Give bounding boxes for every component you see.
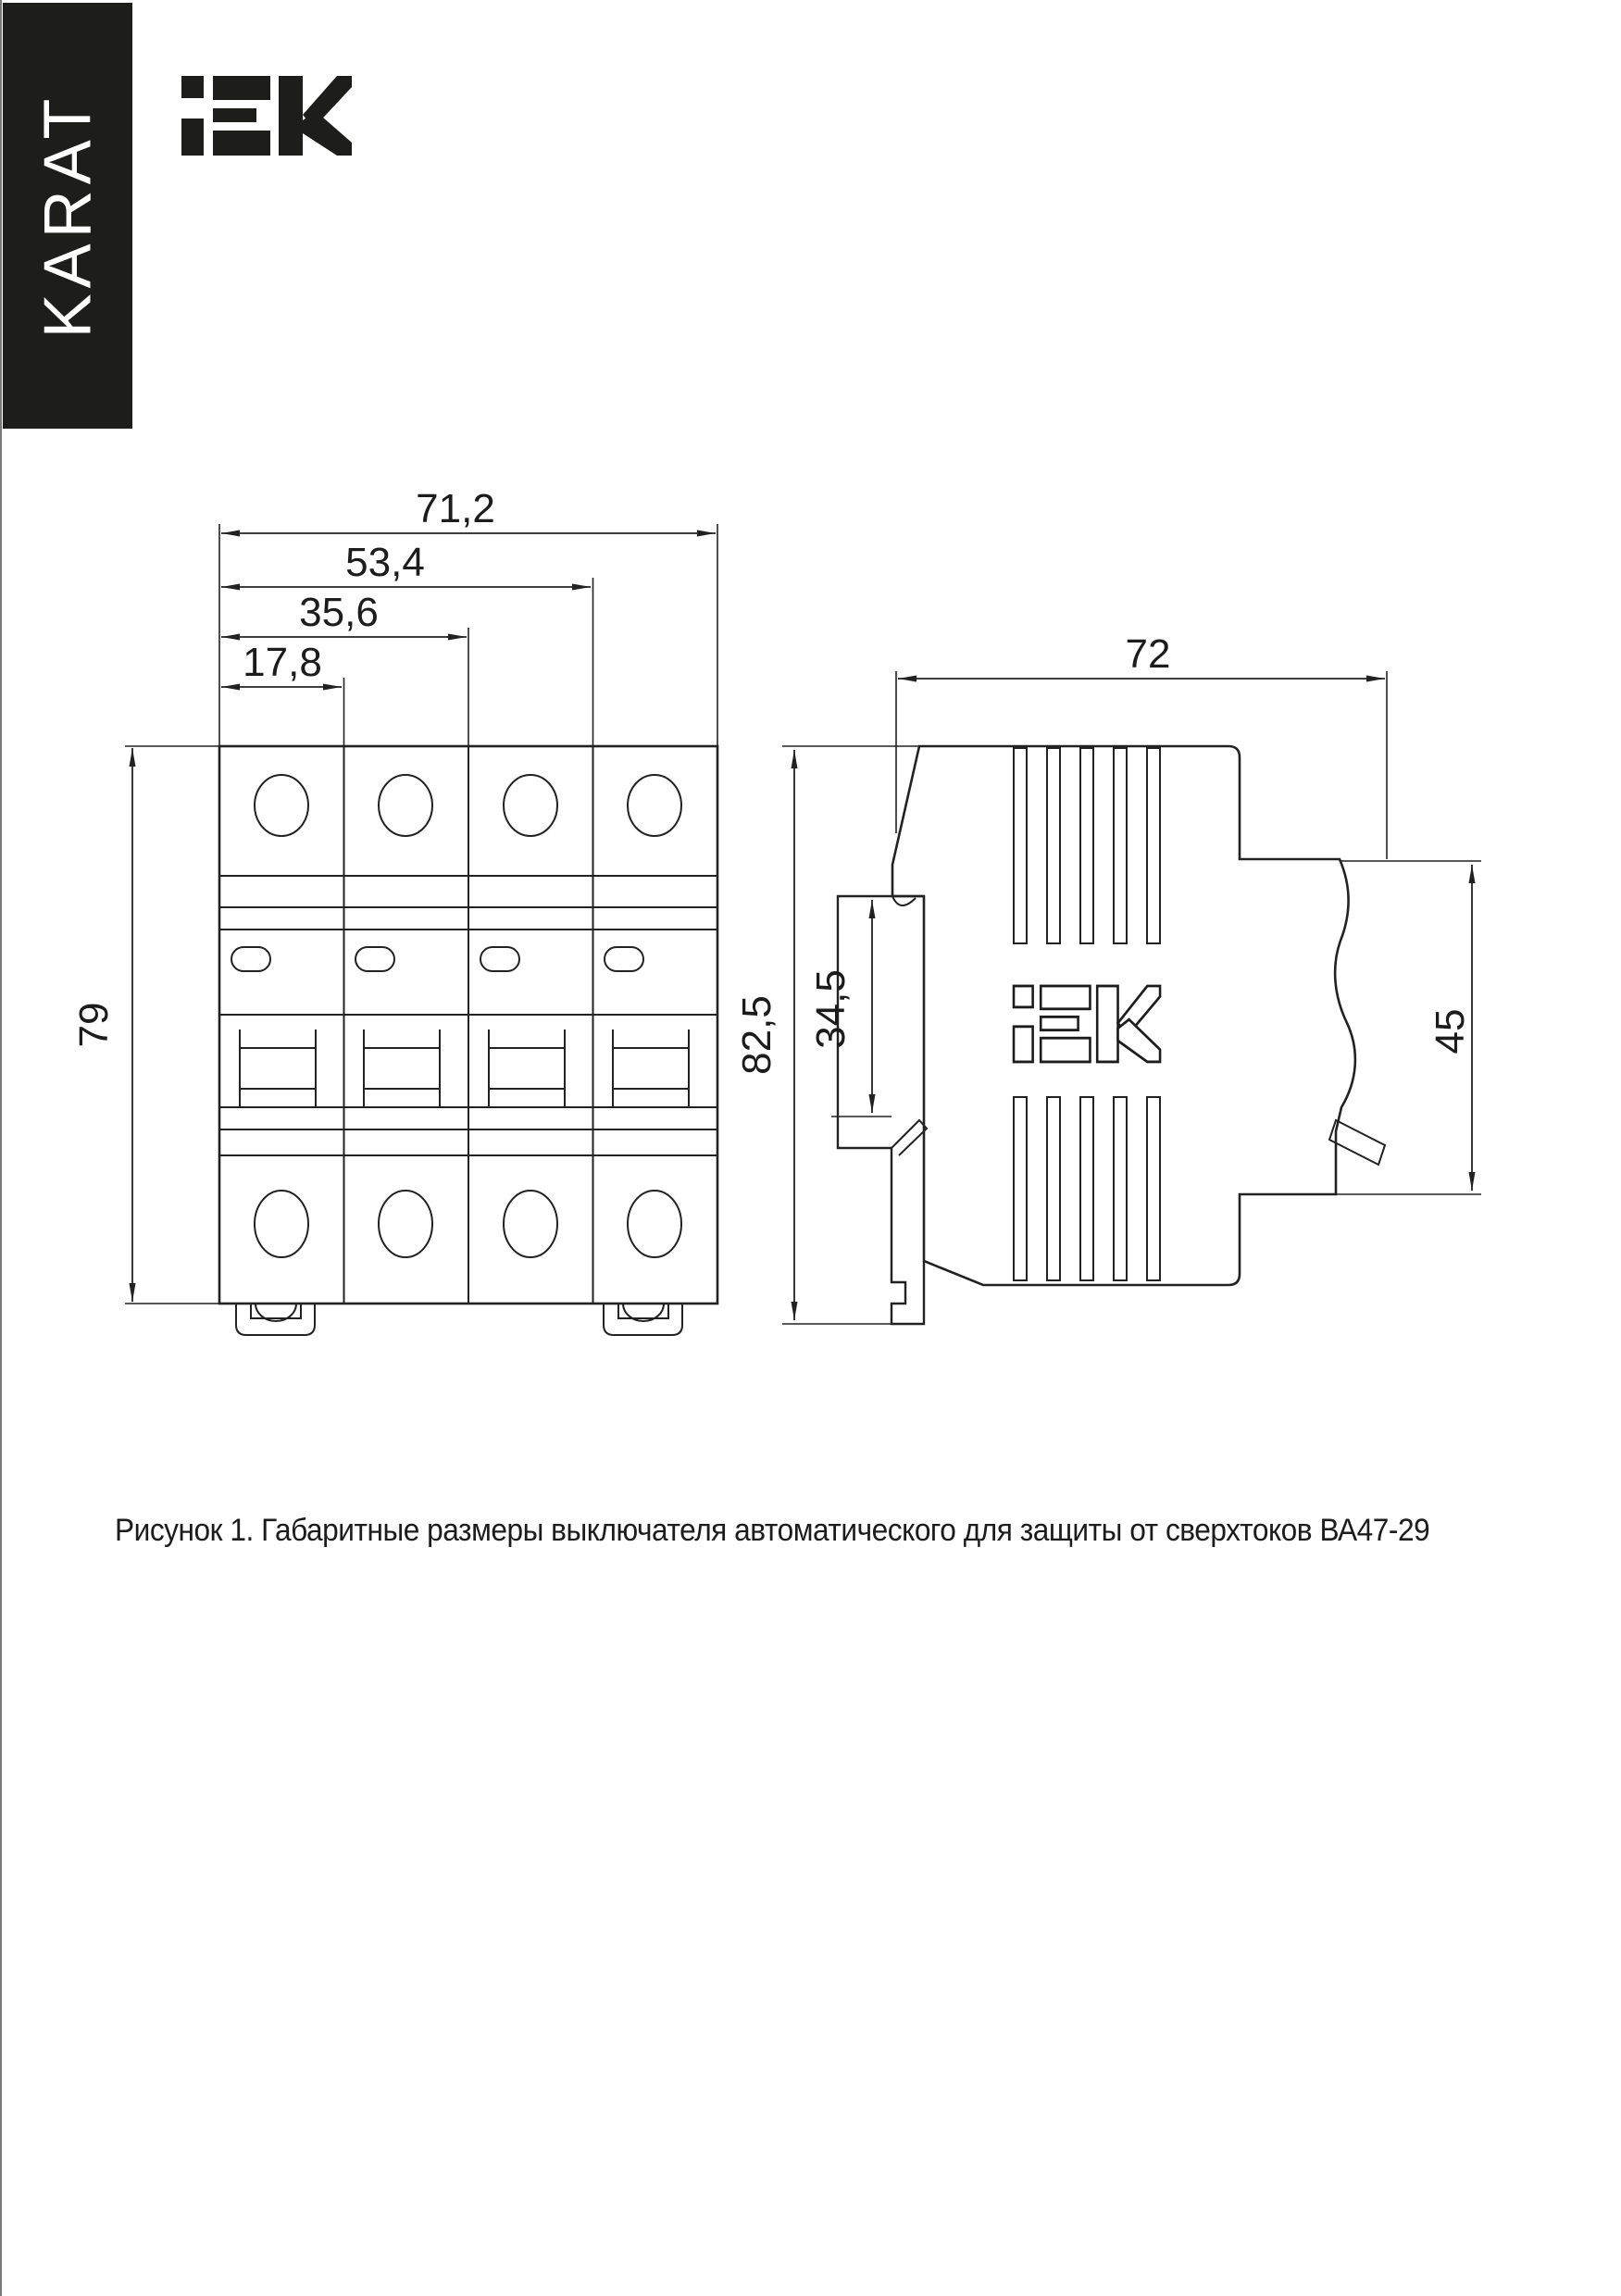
toggle-handles xyxy=(240,1029,689,1107)
dim-label-79: 79 xyxy=(71,1002,117,1048)
din-clip-front xyxy=(236,1304,682,1335)
iek-embossed-logo xyxy=(1014,986,1160,1062)
vent-slots-top xyxy=(1014,748,1160,943)
karat-banner-text: KARAT xyxy=(31,93,106,339)
figure-caption: Рисунок 1. Габаритные размеры выключателя автоматического для защиты от сверхтоков ВА47-29 xyxy=(115,1513,1430,1548)
label-window-slot xyxy=(231,947,643,971)
dim-label-53-4: 53,4 xyxy=(345,540,425,585)
vent-slots-bottom xyxy=(1014,1097,1160,1280)
dim-label-34-5: 34,5 xyxy=(808,969,854,1049)
dim-label-45: 45 xyxy=(1428,1008,1473,1054)
side-view-dimensions xyxy=(734,631,1481,1324)
dim-label-35-6: 35,6 xyxy=(299,590,379,635)
front-view xyxy=(219,746,717,1335)
dim-label-72: 72 xyxy=(1125,631,1171,677)
iek-logo xyxy=(181,76,352,156)
dim-label-82-5: 82,5 xyxy=(734,995,779,1075)
din-flange xyxy=(838,896,924,1324)
dim-label-17-8: 17,8 xyxy=(243,640,322,685)
front-view-dimensions xyxy=(71,486,717,1304)
dim-label-71-2: 71,2 xyxy=(416,486,495,531)
